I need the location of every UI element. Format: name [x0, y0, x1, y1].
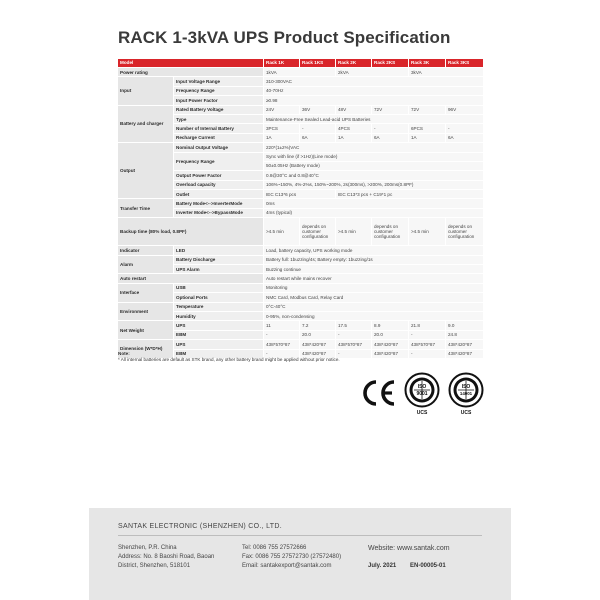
svg-text:9001: 9001 [416, 391, 428, 397]
header-cell: Rack 2KS [372, 59, 409, 68]
category-environment: Environment [118, 302, 174, 321]
cell-value: - [446, 124, 484, 133]
cell-value: 50±0.05Hz (Battery mode) [264, 161, 484, 170]
cell-value: >4.5 min [264, 218, 300, 246]
sub-label: UPS [174, 321, 264, 330]
telephone: Tel: 0086 755 27572666 [242, 545, 307, 551]
address-line-3: District, Shenzhen, 518101 [118, 563, 191, 569]
sub-label: Temperature [174, 302, 264, 311]
cell-value: 438*420*87 [446, 349, 484, 358]
cell-value: 438*420*87 [372, 340, 409, 349]
category-indicator: Indicator [118, 246, 174, 255]
table-row [118, 77, 484, 86]
cell-value: - [409, 349, 446, 358]
sub-label: Outlet [174, 190, 264, 199]
sub-label: UPS Alarm [174, 265, 264, 274]
category-dimension: Dimension (W*D*H) [118, 340, 174, 359]
cell-value: >4.5 min [336, 218, 372, 246]
website: Website: www.santak.com [368, 545, 450, 552]
svg-text:UCS: UCS [460, 410, 472, 416]
table-row [118, 340, 484, 349]
cell-value: Auto restart while mains recover [264, 274, 484, 283]
svg-text:ISO: ISO [461, 384, 471, 390]
cell-value: 6A [372, 133, 409, 142]
cell-value: 1A [409, 133, 446, 142]
ce-mark-logo [360, 378, 398, 408]
sub-label: USB [174, 283, 264, 292]
category-auto-restart: Auto restart [118, 274, 264, 283]
cell-value: 438*570*87 [409, 340, 446, 349]
cell-value: 0.8@30°C and 0.8@40°C [264, 171, 484, 180]
cell-value: Battery full: 1buzzing/4s; Battery empty: 1buzzing/1s [264, 255, 484, 264]
cell-value: depends on customer configuration [300, 218, 336, 246]
cell-value: - [409, 330, 446, 339]
cell-value: Monitoring [264, 283, 484, 292]
table-row [118, 105, 484, 114]
table-row [118, 302, 484, 311]
sub-label: Frequency Range [174, 152, 264, 171]
sub-label: Optional Ports [174, 293, 264, 302]
email: Email: santakexport@santak.com [242, 563, 332, 569]
table-row [118, 68, 484, 77]
category-alarm: Alarm [118, 255, 174, 274]
sub-label: LED [174, 246, 264, 255]
page-title: RACK 1-3kVA UPS Product Specification [118, 28, 451, 47]
address-line-1: Shenzhen, P.R. China [118, 545, 177, 551]
cell-value: 24V [264, 105, 300, 114]
cell-value: depends on customer configuration [446, 218, 484, 246]
row-label-power-rating: Power rating [118, 68, 264, 77]
cell-value: 4ms (typical) [264, 208, 484, 217]
sub-label: Battery Discharge [174, 255, 264, 264]
cell-value: depends on customer configuration [372, 218, 409, 246]
cell-value: 7.2 [300, 321, 336, 330]
footer-divider [118, 535, 482, 536]
sub-label: Type [174, 114, 264, 123]
cell-value: 48V [336, 105, 372, 114]
cell-value: NMC Card, Modbus Card, Relay Card [264, 293, 484, 302]
note-text: * All internal batteries are default as STK brand, any other battery brand might be applied without prior notice. [118, 357, 340, 363]
header-cell: Model [118, 59, 264, 68]
header-cell: Rack 3K [409, 59, 446, 68]
category-output: Output [118, 143, 174, 199]
category-battery: Battery and charger [118, 105, 174, 143]
cell-value: >4.5 min [409, 218, 446, 246]
category-backup-time: Backup time (80% load, 0.8PF) [118, 218, 264, 246]
cell-value: 24.8 [446, 330, 484, 339]
cell-value: - [264, 330, 300, 339]
cell-value: 20.0 [300, 330, 336, 339]
cell-value: - [300, 124, 336, 133]
sub-label: Overload capacity [174, 180, 264, 189]
cell-value: Maintenance-Free Sealed Lead-acid UPS Batteries [264, 114, 484, 123]
table-row [118, 321, 484, 330]
sub-label: EBM [174, 349, 264, 358]
sub-label: Recharge Current [174, 133, 264, 142]
table-row [118, 246, 484, 255]
table-header-row [118, 59, 484, 68]
sub-label: Frequency Range [174, 86, 264, 95]
cell-value: 0°C-40°C [264, 302, 484, 311]
iso9001-seal-logo [404, 372, 440, 416]
note [118, 351, 484, 363]
cell-value: 72V [409, 105, 446, 114]
sub-label: UPS [174, 340, 264, 349]
svg-text:ISO: ISO [417, 384, 427, 390]
cell-value: 6PCS [409, 124, 446, 133]
sub-label: EBM [174, 330, 264, 339]
cell-value: 6A [300, 133, 336, 142]
sub-label: Number of Internal Battery [174, 124, 264, 133]
cell-value: 438*420*87 [446, 340, 484, 349]
sub-label: Input Power Factor [174, 96, 264, 105]
cell-value: 438*570*87 [264, 340, 300, 349]
cell-value: 3PCS [264, 124, 300, 133]
cell-value: 6A [446, 133, 484, 142]
power-rating-1k: 1kVA [264, 68, 336, 77]
cell-value: 9.0 [446, 321, 484, 330]
address-line-2: Address: No. 8 Baoshi Road, Baoan [118, 554, 215, 560]
footer [89, 508, 511, 600]
cell-value: 220*(1±2%)VAC [264, 143, 484, 152]
category-interface: Interface [118, 283, 174, 302]
table-row [118, 255, 484, 264]
cell-value: - [264, 349, 300, 358]
category-net-weight: Net Weight [118, 321, 174, 340]
cell-value: IEC C13*3 pcs + C19*1 pc [336, 190, 484, 199]
svg-text:UCS: UCS [416, 410, 428, 416]
svg-text:14001: 14001 [459, 391, 473, 396]
sub-label: Input Voltage Range [174, 77, 264, 86]
table-row [118, 274, 484, 283]
fax: Fax: 0086 755 27572730 (27572480) [242, 554, 342, 560]
header-cell: Rack 2K [336, 59, 372, 68]
category-transfer-time: Transfer Time [118, 199, 174, 218]
cell-value: 36V [300, 105, 336, 114]
note-title: Note: [118, 351, 130, 356]
cell-value: Buzzing continue [264, 265, 484, 274]
cell-value: 1A [336, 133, 372, 142]
cell-value: IEC C13*6 pcs [264, 190, 336, 199]
cell-value: 96V [446, 105, 484, 114]
company-name: SANTAK ELECTRONIC (SHENZHEN) CO., LTD. [118, 523, 282, 530]
power-rating-3k: 3kVA [409, 68, 484, 77]
cell-value: 11 [264, 321, 300, 330]
cell-value: 0-95%, non-condensing [264, 311, 484, 320]
publish-date: July. 2021 [368, 563, 397, 569]
cell-value: 0ms [264, 199, 484, 208]
category-input: Input [118, 77, 174, 105]
cell-value: 1A [264, 133, 300, 142]
sub-label: Humidity [174, 311, 264, 320]
sub-label: Output Power Factor [174, 171, 264, 180]
cell-value: - [336, 349, 372, 358]
table-row [118, 283, 484, 292]
table-row [118, 218, 484, 246]
cell-value: ≥0.98 [264, 96, 484, 105]
cell-value: 310-300VAC [264, 77, 484, 86]
iso14001-seal-logo [448, 372, 484, 416]
table-row [118, 199, 484, 208]
cell-value: 438*420*87 [300, 340, 336, 349]
power-rating-2k: 2kVA [336, 68, 409, 77]
cell-value: 8.9 [372, 321, 409, 330]
cell-value: 21.8 [409, 321, 446, 330]
cell-value: 438*570*87 [336, 340, 372, 349]
cell-value: - [336, 330, 372, 339]
header-cell: Rack 1KS [300, 59, 336, 68]
sub-label: Nominal Output Voltage [174, 143, 264, 152]
document-number: EN-00005-01 [410, 563, 446, 569]
cell-value: Sync with line (if >1Hz)(Line mode) [264, 152, 484, 161]
sub-label: Inverter Mode<-->BypassMode [174, 208, 264, 217]
cell-value: 17.5 [336, 321, 372, 330]
cell-value: 438*420*87 [300, 349, 336, 358]
header-cell: Rack 1K [264, 59, 300, 68]
cell-value: - [372, 124, 409, 133]
header-cell: Rack 3KS [446, 59, 484, 68]
cell-value: 4PCS [336, 124, 372, 133]
cell-value: 438*420*87 [372, 349, 409, 358]
table-row [118, 143, 484, 152]
cell-value: 40-70Hz [264, 86, 484, 95]
cell-value: Load, battery capacity, UPS working mode [264, 246, 484, 255]
spec-table [117, 58, 484, 359]
cell-value: 106%~150%, 4%-2%s, 150%~200%, 2s(300ms), >200%, 200ms(0.8PF) [264, 180, 484, 189]
sub-label: Battery Mode<-->InverterMode [174, 199, 264, 208]
cell-value: 20.0 [372, 330, 409, 339]
certification-logos [360, 372, 486, 416]
sub-label: Rated Battery Voltage [174, 105, 264, 114]
cell-value: 72V [372, 105, 409, 114]
